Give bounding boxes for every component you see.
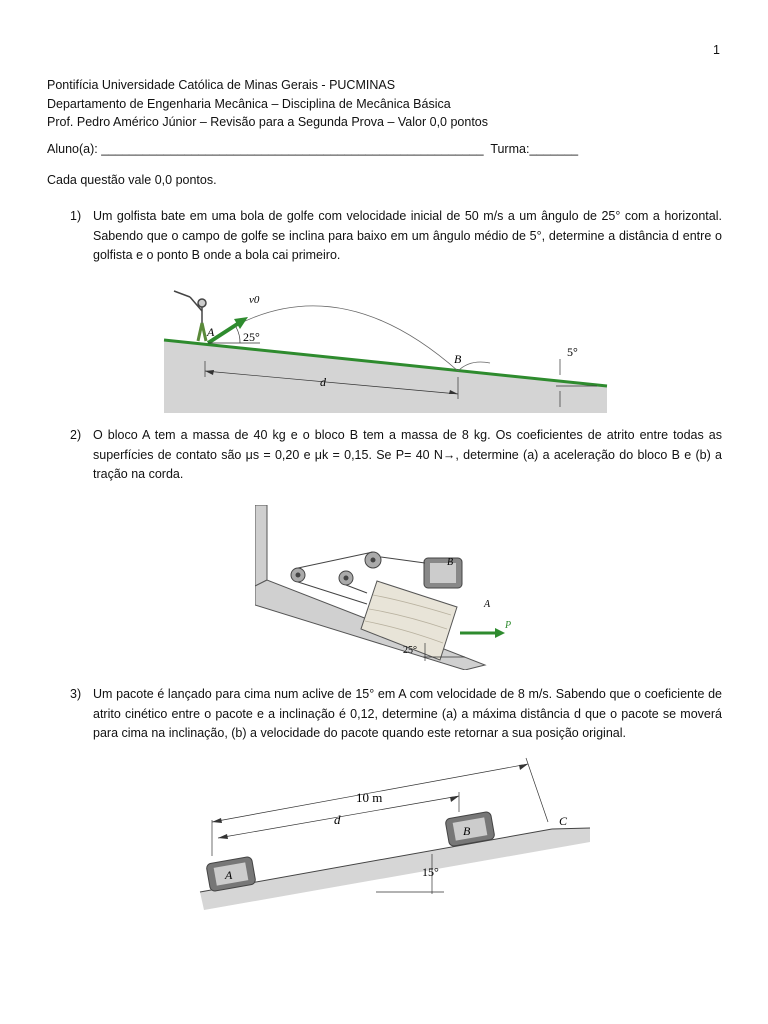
label-15deg: 15° bbox=[422, 865, 439, 879]
figure-golf bbox=[160, 283, 620, 413]
question-2-text: O bloco A tem a massa de 40 kg e o bloco B tem a massa de 8 kg. Os coeficientes de atrito entre todas as superfícies de contato são μs = 0,20 e μk = 0,15. Se P= 40 N→, determine (a) a aceleração do bloco B e (b) a tração na corda. bbox=[93, 428, 722, 481]
document-header bbox=[47, 76, 488, 132]
label-a: A bbox=[207, 325, 215, 339]
label-block-a: A bbox=[484, 599, 491, 610]
question-3-number: 3) bbox=[70, 687, 82, 701]
label-10m: 10 m bbox=[356, 790, 383, 805]
intro-text: Cada questão vale 0,0 pontos. bbox=[47, 173, 217, 187]
header-institution: Pontifícia Universidade Católica de Minas Gerais - PUCMINAS bbox=[47, 78, 396, 92]
question-1-number: 1) bbox=[70, 209, 82, 223]
label-v0: v0 bbox=[249, 294, 260, 306]
question-1 bbox=[70, 207, 722, 266]
label-d: d bbox=[320, 375, 326, 389]
figure-blocks bbox=[255, 505, 525, 670]
figure-package bbox=[196, 752, 596, 912]
student-line bbox=[47, 142, 578, 156]
aluno-label: Aluno(a): bbox=[47, 142, 98, 156]
label-5deg: 5° bbox=[567, 345, 578, 359]
label-block-b-pkg: B bbox=[463, 824, 471, 838]
label-25deg-incline: 25° bbox=[403, 645, 417, 656]
label-p: P bbox=[505, 620, 512, 631]
turma-label: Turma: bbox=[490, 142, 530, 156]
label-block-b: B bbox=[447, 557, 454, 568]
question-2-number: 2) bbox=[70, 428, 82, 442]
label-c: C bbox=[559, 814, 568, 828]
label-d-pkg: d bbox=[334, 812, 341, 827]
turma-blank: _______ bbox=[529, 142, 579, 156]
header-department: Departamento de Engenharia Mecânica – Disciplina de Mecânica Básica bbox=[47, 96, 451, 111]
page-number: 1 bbox=[713, 43, 720, 57]
question-3-text: Um pacote é lançado para cima num aclive de 15° em A com velocidade de 8 m/s. Sabendo que o coeficiente de atrito cinético entre o pacote e a inclinação é 0,12, determine (a) a máxima distância d que o pacote se moverá para cima na inclinação, (b) a velocidade do pacote quando este retornar a sua posição original. bbox=[93, 687, 722, 740]
question-1-text: Um golfista bate em uma bola de golfe com velocidade inicial de 50 m/s a um ângulo de 25° com a horizontal. Sabendo que o campo de golfe se inclina para baixo em um ângulo médio de 5°, determine a distância d entre o golfista e o ponto B onde a bola cai primeiro. bbox=[93, 209, 722, 262]
question-3 bbox=[70, 685, 722, 744]
golfer-figure bbox=[174, 291, 206, 341]
label-block-a-pkg: A bbox=[225, 868, 233, 882]
question-2 bbox=[70, 426, 722, 485]
aluno-blank: _______________________________________________________ bbox=[101, 142, 484, 156]
label-b: B bbox=[454, 352, 462, 366]
header-professor: Prof. Pedro Américo Júnior – Revisão para a Segunda Prova – Valor 0,0 pontos bbox=[47, 115, 488, 129]
label-25deg: 25° bbox=[243, 330, 260, 344]
